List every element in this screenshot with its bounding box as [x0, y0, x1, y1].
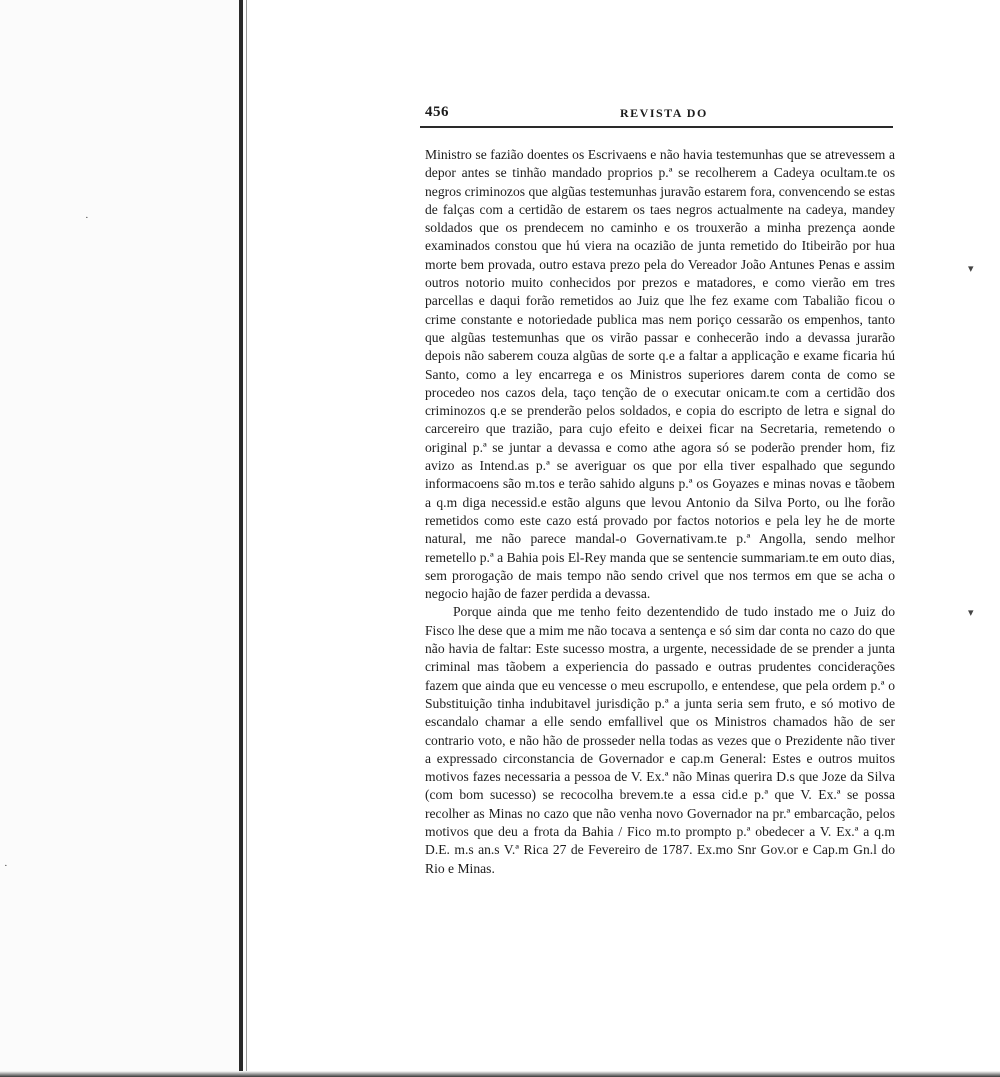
binding-gutter [0, 0, 240, 1077]
scan-speck: · [4, 860, 8, 872]
scan-speck: · [85, 212, 89, 224]
paragraph: Porque ainda que me tenho feito dezentendido de tudo instado me o Juiz do Fisco lhe dese que a mim me não tocava a sentença e só sim dar conta no cazo do que não havia de faltar: Este sucesso mostra, a urgente, necessidade de se prender a junta criminal mas tãobem a experiencia do passado e outras prudentes conciderações fazem que ainda que eu vencesse o meu escrupollo, e entendese, que pela ordem p.ª o Substituição tinha indubitavel jurisdição p.ª a junta seria sem fruto, e só motivo de escandalo chamar a elle sendo emfallivel que os Ministros chamados hão de ser contrario voto, e não hão de prosseder nella todas as vezes que o Prezidente não tiver a expressado circonstancia de Governador e cap.m General: Estes e outros muitos motivos fazes necessaria a pessoa de V. Ex.ª não Minas querira D.s que Joze da Silva (com bom sucesso) se recocolha brevem.te a essa cid.e p.ª que V. Ex.ª se possa recolher as Minas no cazo que não venha novo Governador na pr.ª embarcação, pelos motivos que deu a frota da Bahia / Fico m.to prompto p.ª obedecer a V. Ex.ª a q.m D.E. m.s an.s V.ª Rica 27 de Fevereiro de 1787. Ex.mo Snr Gov.or e Cap.m Gn.l do Rio e Minas. [425, 604, 895, 876]
scan-speck: ▾ [968, 607, 974, 619]
page-bottom-edge [0, 1071, 1000, 1077]
paragraph: Ministro se fazião doentes os Escrivaens e não havia testemunhas que se atrevessem a depor antes se tinhão mandado proprios p.ª se recolherem a Cadeya ocultam.te os negros criminozos que algũas testemunhas juravão estarem fora, convencendo se estas de falças com a certidão de estarem os taes negros actualmente na cadeya, mandey soldados que os prendecem no caminho e os trouxerão a minha prezença aonde examinados constou que hú viera na ocazião de junta remetido do Itibeirão por hua morte bem provada, outro estava prezo pela do Vereador João Antunes Penas e assim outros notorio muito conhecidos por prezos e matadores, e como vierão em tres parcellas e daqui forão remetidos ao Juiz que lhe fez exame com Tabalião ficou o crime constante e notoriedade publica mas nem poriço cessarão os empenhos, tanto que algũas testemunhas que os virão passar e conhecerão indo a devassa jurarão depois não saberem couza algũas de sorte q.e a faltar a applicação e exame ficaria hú Santo, como a ley encarrega e os Ministros superiores darem conta de como se procedeo nos cazos dela, taço tenção de o executar onicam.te com a certidão dos criminozos q.e se prenderão pelos soldados, e copia do escripto de letra e signal do carcereiro que trazião, para cujo efeito e deixei ficar na Secretaria, remetendo o original p.ª se juntar a devassa e como athe agora só se poderão prender hom, fiz avizo as Intend.as p.ª se averiguar os que por ella tiver espalhado que segundo informacoens são m.tos e terão sahido alguns p.ª os Goyazes e minas novas e tãobem a q.m diga necessid.e estão alguns que levou Antonio da Silva Porto, ou lhe forão remetidos como este cazo está provado por factos notorios e pela ley he de morte natural, me não parece mandal-o Governativam.te p.ª Angolla, sendo melhor remetello p.ª a Bahia pois El-Rey manda que se sentencie summariam.te em outo dias, sem prorogação de mais tempo não sendo crivel que nos termos em que se acha o negocio hajão de fazer perdida a devassa. [425, 147, 895, 602]
binding-inner-line [246, 0, 247, 1077]
running-title: REVISTA DO [620, 106, 708, 120]
binding-edge-line [239, 0, 243, 1077]
document-body [425, 146, 895, 878]
scan-speck: ▾ [968, 263, 974, 275]
page-number: 456 [425, 104, 449, 120]
header-rule [420, 126, 893, 128]
